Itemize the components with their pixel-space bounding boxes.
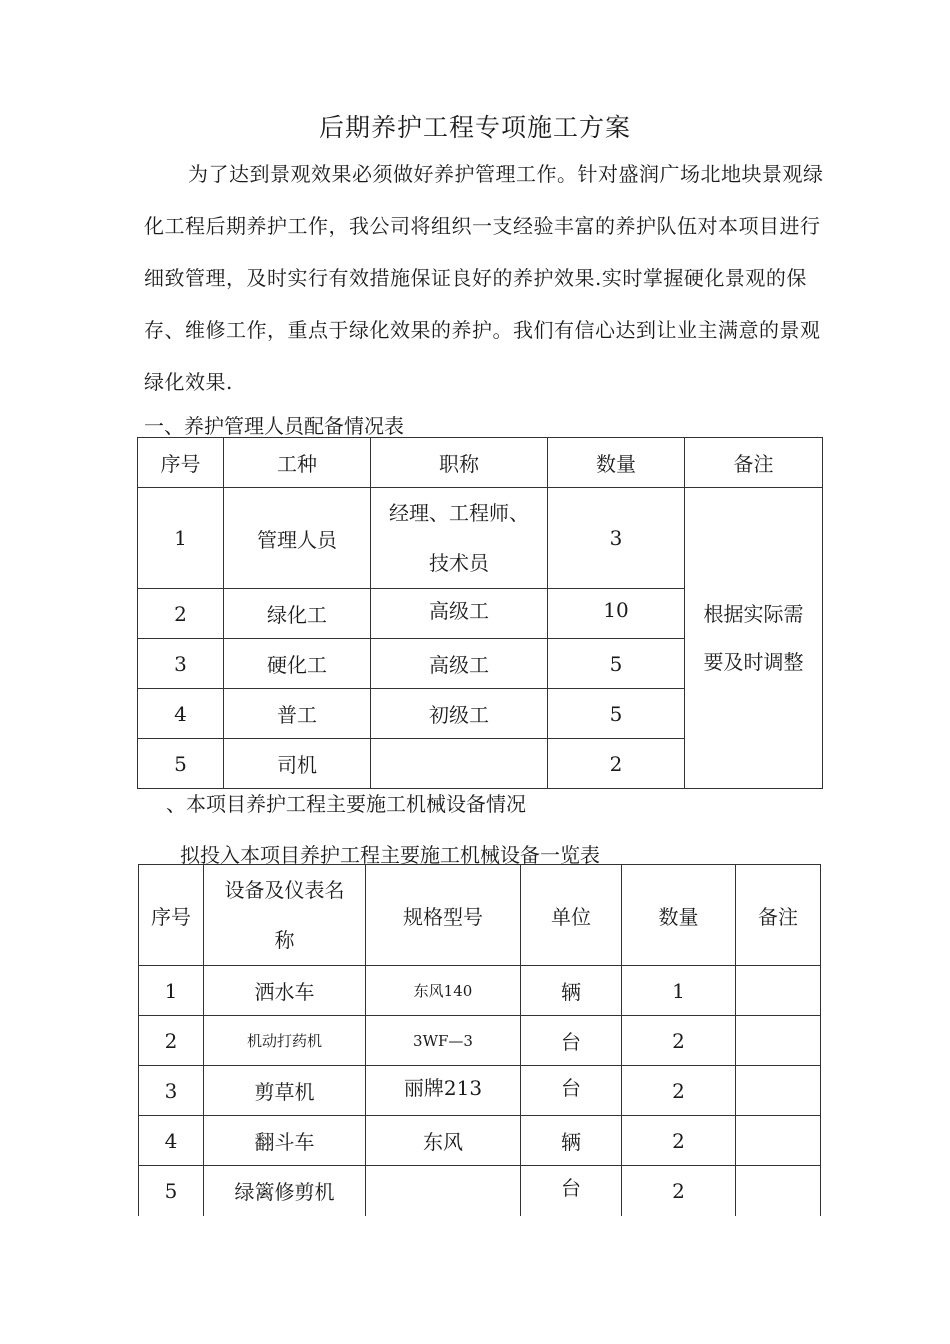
cell-spec-text: 丽牌213 [403,1076,483,1100]
cell-unit: 辆 [521,1116,622,1166]
cell-spec [366,1066,521,1116]
header-name-line2: 称 [274,928,295,952]
header-unit: 单位 [521,865,622,966]
cell-spec: 东风 [366,1116,521,1166]
cell-qty: 2 [622,1116,736,1166]
cell-spec [366,1166,521,1216]
cell-unit-text: 台 [561,1176,581,1201]
cell-title [371,589,548,639]
cell-title [371,739,548,789]
cell-remark [736,1166,821,1216]
header-type: 工种 [224,438,371,488]
header-remark: 备注 [736,865,821,966]
equipment-table-caption: 拟投入本项目养护工程主要施工机械设备一览表 [180,843,600,867]
cell-remark [736,966,821,1016]
cell-type: 普工 [224,689,371,739]
header-name [204,865,366,966]
cell-no: 3 [138,639,224,689]
cell-qty: 3 [548,488,685,589]
cell-title-line1: 经理、工程师、 [389,501,529,525]
cell-name: 剪草机 [204,1066,366,1116]
section1-heading: 一、养护管理人员配备情况表 [144,414,404,438]
header-no: 序号 [139,865,204,966]
page-title: 后期养护工程专项施工方案 [318,113,631,142]
intro-paragraph: 为了达到景观效果必须做好养护管理工作。针对盛润广场北地块景观绿化工程后期养护工作，我公司将组织一支经验丰富的养护队伍对本项目进行细致管理，及时实行有效措施保证良好的养护效果.实时掌握硬化景观的保存、维修工作，重点于绿化效果的养护。我们有信心达到让业主满意的景观绿化效果. [144,162,824,394]
cell-no: 4 [138,689,224,739]
table-row [139,1166,821,1216]
header-title: 职称 [371,438,548,488]
cell-name: 机动打药机 [204,1016,366,1066]
cell-unit-text: 台 [561,1076,581,1100]
cell-qty [548,589,685,639]
cell-remark-line1: 根据实际需 [703,602,804,626]
table-row [139,1116,821,1166]
table-row [139,1066,821,1116]
equipment-table [138,864,821,1216]
staffing-table [137,437,823,789]
cell-title: 高级工 [371,639,548,689]
cell-name: 翻斗车 [204,1116,366,1166]
cell-qty: 5 [548,639,685,689]
cell-remark [685,488,823,789]
cell-no: 5 [138,739,224,789]
cell-qty: 2 [622,1066,736,1116]
cell-no: 1 [138,488,224,589]
cell-title: 初级工 [371,689,548,739]
table-header-row [138,438,823,488]
cell-qty: 1 [622,966,736,1016]
cell-type: 绿化工 [224,589,371,639]
header-qty: 数量 [548,438,685,488]
cell-type: 管理人员 [224,488,371,589]
table-row [138,488,823,589]
cell-remark [736,1066,821,1116]
cell-qty: 2 [622,1016,736,1066]
cell-unit [521,1066,622,1116]
cell-qty-text: 10 [603,597,629,622]
cell-title-line2: 技术员 [429,551,489,575]
cell-title-text: 高级工 [429,599,489,623]
cell-no: 5 [139,1166,204,1216]
table-row [139,966,821,1016]
cell-unit: 台 [521,1016,622,1066]
cell-no: 2 [138,589,224,639]
header-qty: 数量 [622,865,736,966]
cell-qty: 2 [548,739,685,789]
header-no: 序号 [138,438,224,488]
header-remark: 备注 [685,438,823,488]
cell-spec: 东风140 [366,966,521,1016]
header-spec: 规格型号 [366,865,521,966]
cell-remark-line2: 要及时调整 [703,650,804,674]
header-name-line1: 设备及仪表名 [224,878,345,902]
cell-no: 1 [139,966,204,1016]
cell-title [371,488,548,589]
cell-type: 硬化工 [224,639,371,689]
table-row [139,1016,821,1066]
cell-no: 3 [139,1066,204,1116]
cell-unit: 辆 [521,966,622,1016]
cell-spec: 3WF—3 [366,1016,521,1066]
cell-qty: 2 [622,1166,736,1216]
cell-remark [736,1016,821,1066]
cell-qty: 5 [548,689,685,739]
cell-no: 2 [139,1016,204,1066]
cell-name: 洒水车 [204,966,366,1016]
cell-no: 4 [139,1116,204,1166]
section2-heading: 、本项目养护工程主要施工机械设备情况 [166,792,526,816]
cell-unit [521,1166,622,1216]
cell-type: 司机 [224,739,371,789]
cell-remark [736,1116,821,1166]
cell-name: 绿篱修剪机 [204,1166,366,1216]
table-header-row [139,865,821,966]
